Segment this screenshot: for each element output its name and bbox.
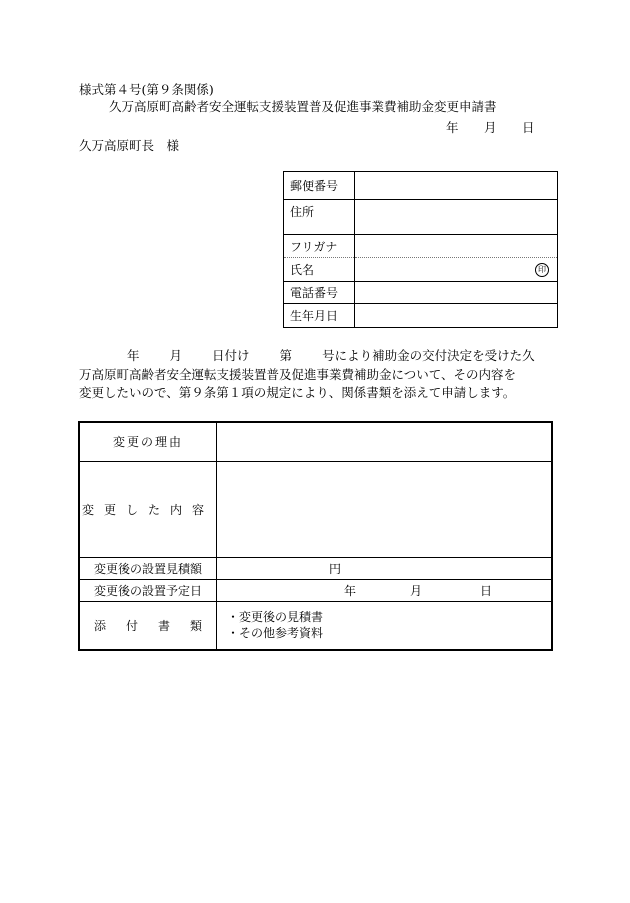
furigana-field[interactable]: [355, 235, 558, 258]
attachment-item: ・変更後の見積書: [227, 610, 324, 625]
applicant-table: [283, 171, 558, 328]
attachments-list: [217, 601, 553, 650]
birthdate-field[interactable]: [355, 304, 558, 328]
postal-label: 郵便番号: [284, 172, 355, 200]
estimate-row: [79, 557, 552, 579]
statement-line-2: 万高原町高齢者安全運転支援装置普及促進事業費補助金について、その内容を: [79, 366, 517, 382]
date-year-label: 年: [446, 120, 459, 135]
schedule-year: 年: [344, 583, 357, 598]
body-month: 月: [169, 348, 183, 363]
attachments-char-1: 添: [94, 618, 107, 633]
statement-line-3: 変更したいので、第９条第１項の規定により、関係書類を添えて申請します。: [79, 385, 516, 400]
schedule-month: 月: [410, 583, 423, 598]
furigana-label: フリガナ: [284, 235, 355, 258]
application-statement: [79, 347, 554, 403]
postal-row: [284, 172, 558, 200]
attachments-char-3: 書: [157, 618, 170, 633]
name-field[interactable]: [355, 258, 558, 282]
date-month-label: 月: [484, 120, 497, 135]
name-label: 氏名: [284, 258, 355, 282]
estimate-label: 変更後の設置見積額: [79, 557, 217, 579]
seal-mark: 印: [535, 263, 549, 277]
phone-field[interactable]: [355, 282, 558, 304]
body-year: 年: [127, 348, 140, 363]
content-row: [79, 461, 552, 557]
attachments-char-4: 類: [189, 618, 202, 633]
content-field[interactable]: [217, 461, 553, 557]
reason-field[interactable]: [217, 422, 553, 461]
attachments-char-2: 付: [125, 618, 138, 633]
birthdate-row: [284, 304, 558, 328]
submission-date: [446, 118, 535, 136]
change-details-table: [78, 421, 553, 651]
postal-field[interactable]: [355, 172, 558, 200]
schedule-day: 日: [480, 583, 493, 598]
address-row: [284, 200, 558, 235]
body-day: 日付け: [212, 348, 250, 363]
addressee: 久万高原町長 様: [79, 138, 180, 153]
statement-line-1: [79, 347, 554, 366]
attachment-item: ・その他参考資料: [227, 626, 324, 641]
furigana-row: [284, 235, 558, 258]
address-label: 住所: [284, 200, 355, 235]
body-no-prefix: 第: [279, 348, 293, 363]
birthdate-label: 生年月日: [284, 304, 355, 328]
schedule-label: 変更後の設置予定日: [79, 579, 217, 601]
yen-unit: 円: [329, 561, 342, 576]
schedule-row: [79, 579, 552, 601]
phone-row: [284, 282, 558, 304]
reason-row: [79, 422, 552, 461]
form-title: 久万高原町高齢者安全運転支援装置普及促進事業費補助金変更申請書: [109, 99, 497, 114]
estimate-field[interactable]: [217, 557, 553, 579]
address-field[interactable]: [355, 200, 558, 235]
reason-label: 変更の理由: [79, 422, 217, 461]
content-label: 変更した内容: [79, 461, 217, 557]
date-day-label: 日: [522, 120, 535, 135]
phone-label: 電話番号: [284, 282, 355, 304]
schedule-field[interactable]: [217, 579, 553, 601]
name-row: [284, 258, 558, 282]
body-line1-rest: 号により補助金の交付決定を受けた久: [322, 348, 535, 363]
attachments-row: [79, 601, 552, 650]
attachments-label: [79, 601, 217, 650]
form-number: 様式第４号(第９条関係): [79, 82, 214, 97]
